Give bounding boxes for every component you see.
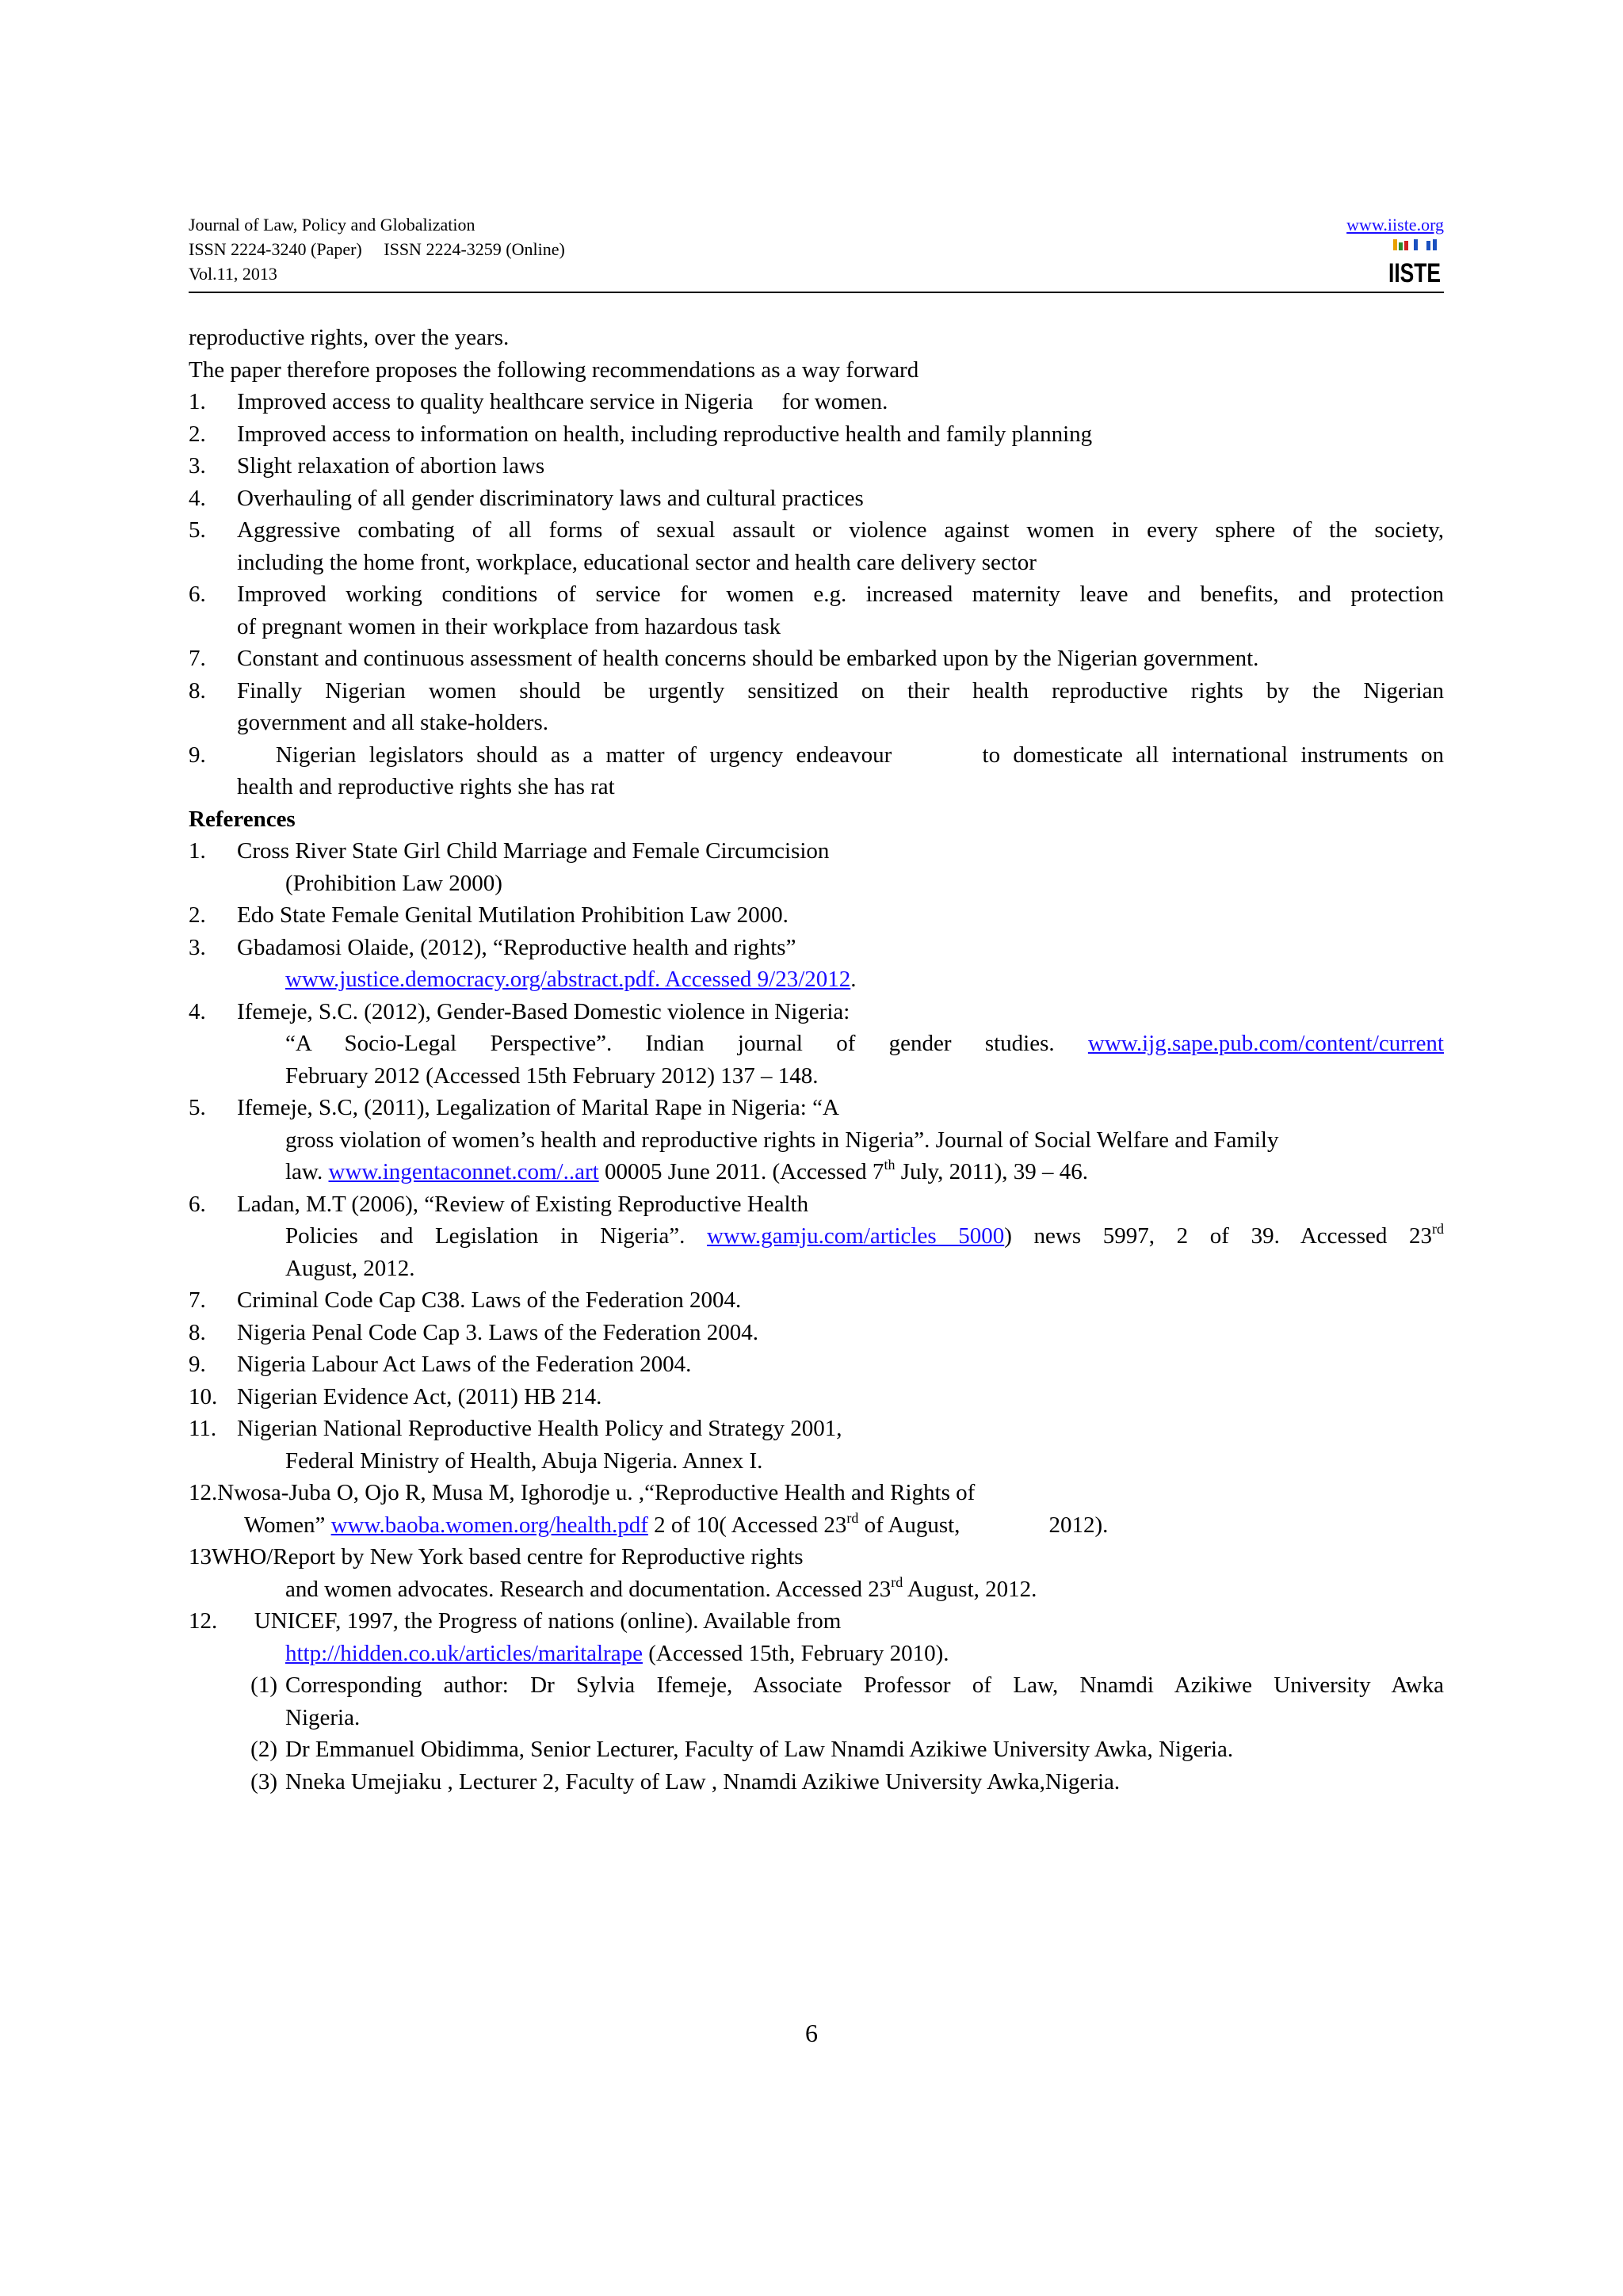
reference-item: 11. Nigerian National Reproductive Health Policy and Strategy 2001, Federal Ministry of Health, Abuja Nigeria. Annex I. bbox=[189, 1416, 842, 1474]
reference-item: 5. Ifemeje, S.C, (2011), Legalization of Marital Rape in Nigeria: “A gross violation of women’s health and reproductive rights in Nigeria”. Journal of Social Welfare and Family law. www.ingentaconnet.com/..art 00005 June 2011. (Accessed 7th July, 2011), 39 – 46. bbox=[189, 1095, 1279, 1184]
reference-item: 10. Nigerian Evidence Act, (2011) HB 214. bbox=[189, 1383, 602, 1409]
reference-item: 12.Nwosa-Juba O, Ojo R, Musa M, Ighorodje u. ,“Reproductive Health and Rights of Women” www.baoba.women.org/health.pdf 2 of 10( Accessed 23rd of August, 2012). bbox=[189, 1480, 1109, 1538]
journal-website bbox=[1346, 212, 1444, 237]
author-note: (2) Dr Emmanuel Obidimma, Senior Lecturer, Faculty of Law Nnamdi Azikiwe University Awka, Nigeria. bbox=[250, 1737, 1234, 1762]
journal-title: Journal of Law, Policy and Globalization bbox=[189, 215, 475, 235]
journal-website-link[interactable]: www.iiste.org bbox=[1346, 215, 1444, 235]
reference-item: 7. Criminal Code Cap C38. Laws of the Federation 2004. bbox=[189, 1287, 742, 1313]
reference-item: 12. UNICEF, 1997, the Progress of nations (online). Available from http://hidden.co.uk/articles/maritalrape (Accessed 15th, February 2010). bbox=[189, 1608, 949, 1666]
reference-item: 4. Ifemeje, S.C. (2012), Gender-Based Domestic violence in Nigeria: “A Socio-Legal Perspective”. Indian journal of gender studies. www.ijg.sape.pub.com/content/current February 2012 (Accessed 15th February 2012) 137 – 148. bbox=[189, 998, 1444, 1089]
reference-link[interactable]: www.gamju.com/articles 5000 bbox=[706, 1223, 1005, 1249]
page-body bbox=[189, 322, 1444, 1798]
reference-link[interactable]: www.ijg.sape.pub.com/content/current bbox=[1087, 1031, 1444, 1056]
logo-lettering: IISTE bbox=[1388, 258, 1441, 288]
list-item: 5. Aggressive combating of all forms of sexual assault or violence against women in every sphere of the society, including the home front, workplace, educational sector and health care delivery sector bbox=[189, 517, 1444, 575]
journal-issn: ISSN 2224-3240 (Paper) ISSN 2224-3259 (Online) bbox=[189, 239, 565, 259]
reference-link[interactable]: http://hidden.co.uk/articles/maritalrape bbox=[285, 1640, 643, 1666]
list-item: 6. Improved working conditions of service for women e.g. increased maternity leave and benefits, and protection of pregnant women in their workplace from hazardous task bbox=[189, 582, 1444, 639]
reference-item: 1. Cross River State Girl Child Marriage and Female Circumcision (Prohibition Law 2000) bbox=[189, 838, 830, 896]
intro-line: reproductive rights, over the years. bbox=[189, 325, 510, 350]
list-item: 2. Improved access to information on health, including reproductive health and family planning bbox=[189, 421, 1093, 447]
list-item: 7. Constant and continuous assessment of health concerns should be embarked upon by the Nigerian government. bbox=[189, 646, 1259, 671]
journal-info bbox=[189, 212, 565, 286]
author-note: (3) Nneka Umejiaku , Lecturer 2, Faculty of Law , Nnamdi Azikiwe University Awka,Nigeria. bbox=[250, 1768, 1121, 1794]
reference-link[interactable]: www.justice.democracy.org/abstract.pdf. Accessed 9/23/2012 bbox=[285, 967, 851, 992]
list-item: 1. Improved access to quality healthcare service in Nigeria for women. bbox=[189, 389, 888, 414]
intro-line: The paper therefore proposes the following recommendations as a way forward bbox=[189, 357, 919, 383]
author-note: (1) Corresponding author: Dr Sylvia Ifemeje, Associate Professor of Law, Nnamdi Azikiwe University Awka Nigeria. bbox=[250, 1672, 1444, 1730]
reference-item: 6. Ladan, M.T (2006), “Review of Existing Reproductive Health Policies and Legislation in Nigeria”. www.gamju.com/articles 5000) news 5997, 2 of 39. Accessed 23rd August, 2012. bbox=[189, 1191, 1444, 1281]
reference-item: 3. Gbadamosi Olaide, (2012), “Reproductive health and rights” www.justice.democracy.org/abstract.pdf. Accessed 9/23/2012. bbox=[189, 934, 857, 992]
reference-link[interactable]: www.ingentaconnet.com/..art bbox=[328, 1159, 599, 1184]
list-item: 8. Finally Nigerian women should be urgently sensitized on their health reproductive rights by the Nigerian government and all stake-holders. bbox=[189, 677, 1444, 735]
reference-item: 13WHO/Report by New York based centre for Reproductive rights and women advocates. Research and documentation. Accessed 23rd August, 2012. bbox=[189, 1544, 1037, 1602]
reference-link[interactable]: www.baoba.women.org/health.pdf bbox=[330, 1512, 648, 1538]
references-heading: References bbox=[189, 806, 296, 832]
list-item: 4. Overhauling of all gender discriminatory laws and cultural practices bbox=[189, 485, 864, 511]
list-item: 9. Nigerian legislators should as a matter of urgency endeavour to domesticate all international instruments on health and reproductive rights she has rat bbox=[189, 742, 1444, 799]
reference-item: 9. Nigeria Labour Act Laws of the Federation 2004. bbox=[189, 1352, 692, 1377]
reference-item: 8. Nigeria Penal Code Cap 3. Laws of the Federation 2004. bbox=[189, 1319, 758, 1345]
page-header bbox=[189, 209, 1444, 293]
list-item: 3. Slight relaxation of abortion laws bbox=[189, 453, 545, 479]
page-number: 6 bbox=[805, 2019, 818, 2047]
journal-volume: Vol.11, 2013 bbox=[189, 264, 277, 284]
reference-item: 2. Edo State Female Genital Mutilation Prohibition Law 2000. bbox=[189, 902, 789, 928]
header-rule bbox=[189, 292, 1444, 293]
iiste-logo bbox=[1387, 238, 1442, 287]
